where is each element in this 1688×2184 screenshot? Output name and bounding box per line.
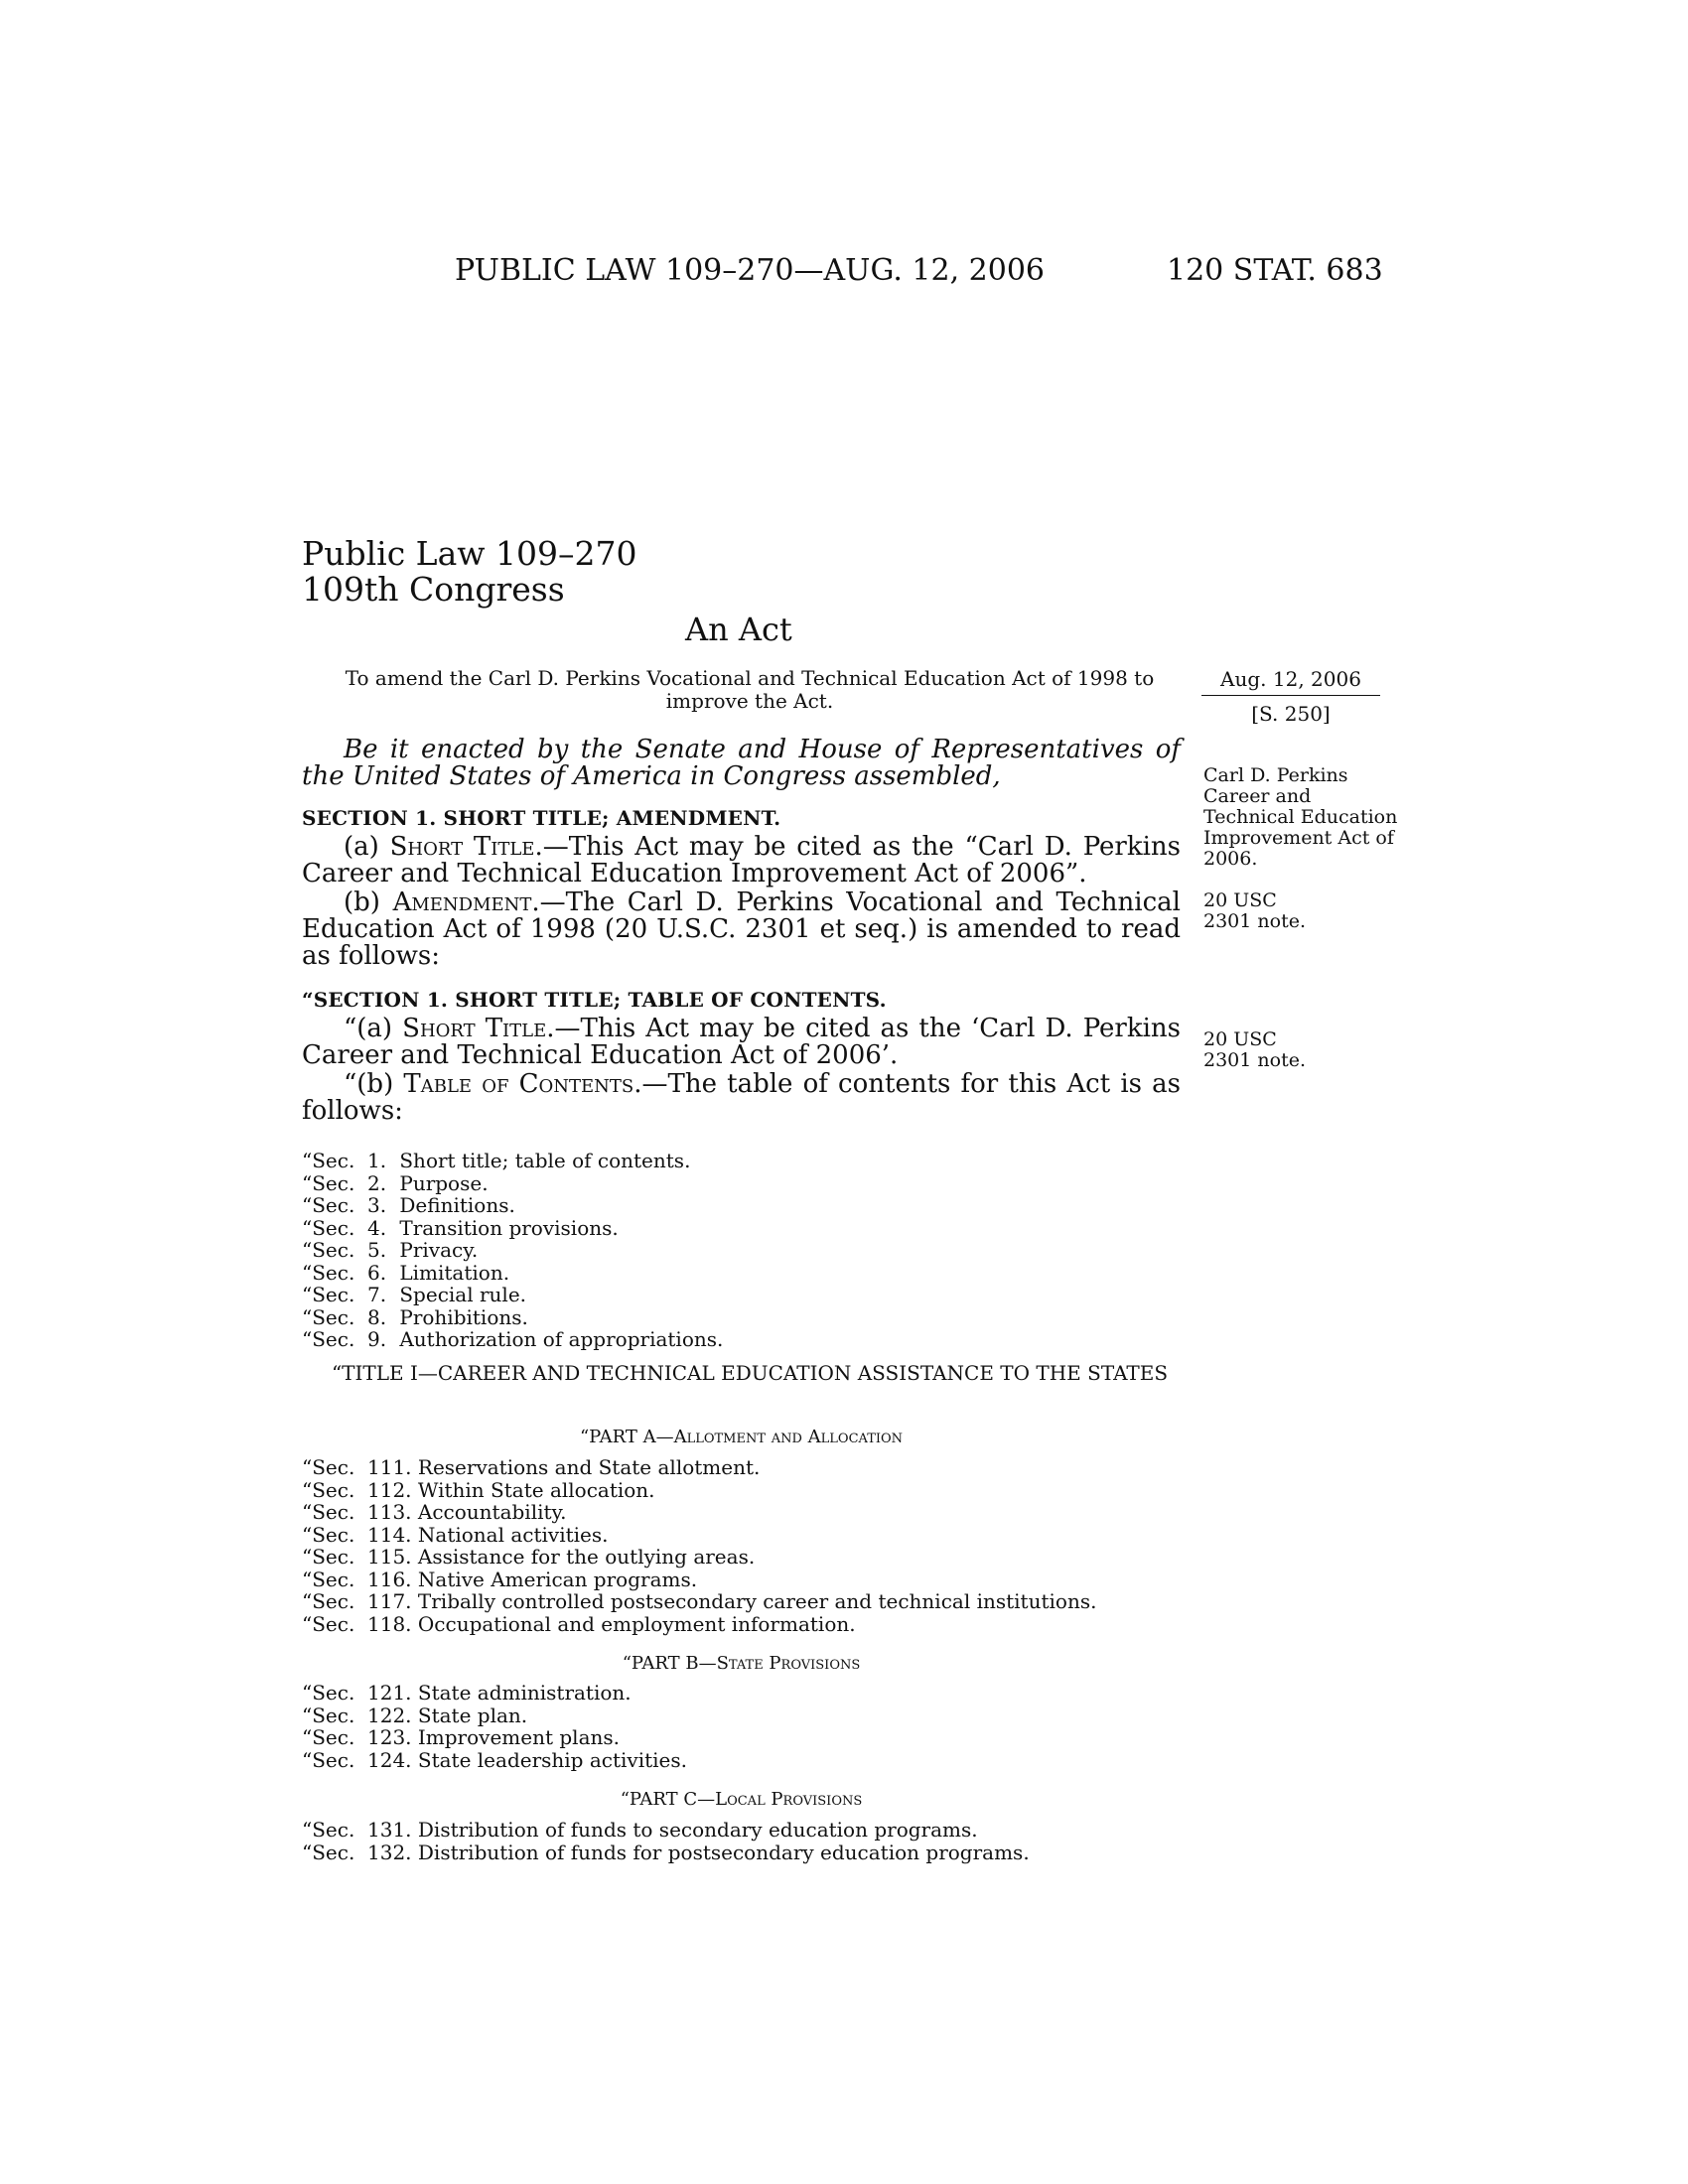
toc-number: 111. bbox=[367, 1455, 412, 1479]
toc-number: 113. bbox=[367, 1500, 412, 1524]
toc-general-list bbox=[302, 1150, 723, 1351]
para-text: .—The Carl D. Perkins Vocational and Technical Education Act of 1998 (20 U.S.C. 2301 et seq.) is amended to read as follows: bbox=[302, 887, 1181, 971]
toc-title: Within State allocation. bbox=[417, 1477, 655, 1502]
toc-item bbox=[302, 1501, 1096, 1524]
toc-number: 112. bbox=[367, 1477, 412, 1502]
toc-prefix: “Sec. bbox=[302, 1238, 355, 1262]
toc-item bbox=[302, 1328, 723, 1351]
part-caption: Allotment and Allocation bbox=[673, 1427, 904, 1447]
toc-prefix: “Sec. bbox=[302, 1193, 355, 1217]
section-heading: SECTION 1. SHORT TITLE; AMENDMENT. bbox=[302, 806, 781, 830]
toc-number: 2. bbox=[367, 1170, 387, 1195]
part-lead: “PART A— bbox=[579, 1427, 674, 1447]
toc-title: Accountability. bbox=[417, 1500, 567, 1524]
toc-title: State plan. bbox=[417, 1703, 528, 1727]
part-a-heading bbox=[302, 1427, 1181, 1447]
toc-prefix: “Sec. bbox=[302, 1725, 355, 1749]
toc-title: Limitation. bbox=[399, 1260, 510, 1285]
toc-number: 116. bbox=[367, 1567, 412, 1591]
part-lead: “PART C— bbox=[620, 1789, 716, 1810]
toc-item bbox=[302, 1705, 687, 1727]
page-number: 120 STAT. 683 bbox=[1167, 253, 1383, 288]
new-section-1-b-paragraph bbox=[302, 1071, 1181, 1125]
para-label: (a) bbox=[344, 832, 390, 862]
para-label: “(b) bbox=[344, 1069, 404, 1099]
toc-title: Definitions. bbox=[399, 1193, 515, 1217]
toc-prefix: “Sec. bbox=[302, 1522, 355, 1547]
margin-note-usc: 20 USC 2301 note. bbox=[1203, 1028, 1306, 1071]
para-text: .—This Act may be cited as the “Carl D. Perkins Career and Technical Education Improvement Act of 2006”. bbox=[302, 832, 1181, 888]
toc-prefix: “Sec. bbox=[302, 1818, 355, 1842]
toc-title: Authorization of appropriations. bbox=[399, 1327, 724, 1351]
enacting-clause: Be it enacted by the Senate and House of Representatives of the United States of America in Congress assembled, bbox=[302, 735, 1181, 791]
para-caption: Short Title bbox=[389, 832, 535, 862]
toc-item bbox=[302, 1150, 723, 1172]
toc-item bbox=[302, 1819, 1030, 1842]
toc-title: Prohibitions. bbox=[399, 1304, 528, 1329]
toc-prefix: “Sec. bbox=[302, 1681, 355, 1705]
congress-number: 109th Congress bbox=[302, 570, 565, 609]
title-heading: “TITLE I—CAREER AND TECHNICAL EDUCATION ASSISTANCE TO THE STATES bbox=[331, 1361, 1169, 1385]
toc-prefix: “Sec. bbox=[302, 1170, 355, 1195]
margin-note-short-title: Carl D. Perkins Career and Technical Education Improvement Act of 2006. bbox=[1203, 764, 1398, 870]
toc-title: Special rule. bbox=[399, 1283, 527, 1306]
toc-title: Distribution of funds for postsecondary education programs. bbox=[417, 1840, 1030, 1864]
margin-note-usc: 20 USC 2301 note. bbox=[1203, 889, 1306, 932]
toc-number: 122. bbox=[367, 1703, 412, 1727]
toc-number: 121. bbox=[367, 1681, 412, 1705]
para-caption: Table of Contents bbox=[403, 1069, 634, 1099]
para-caption: Amendment bbox=[392, 887, 532, 917]
toc-number: 118. bbox=[367, 1611, 412, 1636]
toc-item bbox=[302, 1569, 1096, 1591]
toc-item bbox=[302, 1217, 723, 1240]
bill-number: [S. 250] bbox=[1251, 702, 1331, 726]
para-text: .—The table of contents for this Act is as follows: bbox=[302, 1069, 1181, 1126]
toc-title: Assistance for the outlying areas. bbox=[417, 1545, 756, 1569]
toc-item bbox=[302, 1306, 723, 1329]
toc-item bbox=[302, 1172, 723, 1195]
toc-prefix: “Sec. bbox=[302, 1455, 355, 1479]
toc-title: Occupational and employment information. bbox=[417, 1611, 856, 1636]
toc-item bbox=[302, 1749, 687, 1772]
toc-prefix: “Sec. bbox=[302, 1840, 355, 1864]
toc-part-a-list bbox=[302, 1456, 1096, 1635]
toc-number: 4. bbox=[367, 1215, 387, 1240]
para-caption: Short Title bbox=[402, 1014, 547, 1043]
toc-number: 132. bbox=[367, 1840, 412, 1864]
toc-prefix: “Sec. bbox=[302, 1611, 355, 1636]
toc-title: Distribution of funds to secondary education programs. bbox=[417, 1818, 978, 1842]
toc-prefix: “Sec. bbox=[302, 1747, 355, 1772]
toc-item bbox=[302, 1613, 1096, 1636]
toc-number: 123. bbox=[367, 1725, 412, 1749]
para-text: .—This Act may be cited as the ‘Carl D. Perkins Career and Technical Education Act of 2006’. bbox=[302, 1014, 1181, 1070]
toc-number: 114. bbox=[367, 1522, 412, 1547]
toc-prefix: “Sec. bbox=[302, 1589, 355, 1613]
toc-item bbox=[302, 1262, 723, 1285]
toc-title: Tribally controlled postsecondary career and technical institutions. bbox=[417, 1589, 1097, 1613]
toc-item bbox=[302, 1842, 1030, 1864]
toc-prefix: “Sec. bbox=[302, 1500, 355, 1524]
toc-item bbox=[302, 1194, 723, 1217]
toc-part-b-list bbox=[302, 1682, 687, 1771]
toc-prefix: “Sec. bbox=[302, 1215, 355, 1240]
toc-number: 5. bbox=[367, 1238, 387, 1262]
new-section-1-a-paragraph bbox=[302, 1016, 1181, 1069]
part-lead: “PART B— bbox=[622, 1653, 717, 1674]
toc-prefix: “Sec. bbox=[302, 1304, 355, 1329]
part-caption: State Provisions bbox=[716, 1653, 861, 1674]
toc-number: 3. bbox=[367, 1193, 387, 1217]
para-label: “(a) bbox=[344, 1014, 403, 1043]
toc-title: Short title; table of contents. bbox=[399, 1149, 691, 1172]
toc-title: Reservations and State allotment. bbox=[417, 1455, 761, 1479]
toc-number: 115. bbox=[367, 1545, 412, 1569]
toc-number: 9. bbox=[367, 1327, 387, 1351]
toc-item bbox=[302, 1726, 687, 1749]
para-label: (b) bbox=[344, 887, 393, 917]
act-purpose: To amend the Carl D. Perkins Vocational and Technical Education Act of 1998 to improve the Act. bbox=[345, 666, 1155, 713]
toc-part-c-list bbox=[302, 1819, 1030, 1863]
law-identifier bbox=[302, 536, 636, 608]
toc-item bbox=[302, 1456, 1096, 1479]
toc-prefix: “Sec. bbox=[302, 1477, 355, 1502]
toc-item bbox=[302, 1590, 1096, 1613]
toc-title: Transition provisions. bbox=[399, 1215, 619, 1240]
toc-prefix: “Sec. bbox=[302, 1149, 355, 1172]
toc-title: Native American programs. bbox=[417, 1567, 698, 1591]
toc-prefix: “Sec. bbox=[302, 1567, 355, 1591]
toc-title: Purpose. bbox=[399, 1170, 489, 1195]
toc-prefix: “Sec. bbox=[302, 1545, 355, 1569]
toc-prefix: “Sec. bbox=[302, 1327, 355, 1351]
section-1-b-paragraph bbox=[302, 889, 1181, 970]
toc-item bbox=[302, 1284, 723, 1306]
toc-number: 131. bbox=[367, 1818, 412, 1842]
section-1-a-paragraph bbox=[302, 834, 1181, 887]
running-header-left: PUBLIC LAW 109–270—AUG. 12, 2006 bbox=[455, 253, 1046, 288]
toc-number: 6. bbox=[367, 1260, 387, 1285]
toc-title: State administration. bbox=[417, 1681, 632, 1705]
toc-item bbox=[302, 1546, 1096, 1569]
public-law-number: Public Law 109–270 bbox=[302, 534, 637, 573]
toc-title: National activities. bbox=[417, 1522, 609, 1547]
part-c-heading bbox=[302, 1789, 1181, 1810]
enactment-date: Aug. 12, 2006 bbox=[1220, 667, 1361, 691]
margin-date-block bbox=[1201, 667, 1380, 726]
toc-item bbox=[302, 1239, 723, 1262]
toc-prefix: “Sec. bbox=[302, 1703, 355, 1727]
toc-title: Privacy. bbox=[399, 1238, 479, 1262]
part-caption: Local Provisions bbox=[715, 1789, 863, 1810]
toc-number: 1. bbox=[367, 1149, 387, 1172]
toc-title: State leadership activities. bbox=[417, 1747, 687, 1772]
toc-item bbox=[302, 1479, 1096, 1502]
section-heading: “SECTION 1. SHORT TITLE; TABLE OF CONTENTS. bbox=[302, 988, 887, 1012]
toc-number: 124. bbox=[367, 1747, 412, 1772]
toc-number: 7. bbox=[367, 1283, 387, 1306]
toc-item bbox=[302, 1682, 687, 1705]
toc-item bbox=[302, 1524, 1096, 1547]
part-b-heading bbox=[302, 1653, 1181, 1674]
toc-number: 117. bbox=[367, 1589, 412, 1613]
toc-title: Improvement plans. bbox=[417, 1725, 620, 1749]
toc-prefix: “Sec. bbox=[302, 1260, 355, 1285]
act-heading: An Act bbox=[685, 611, 792, 648]
toc-prefix: “Sec. bbox=[302, 1283, 355, 1306]
toc-number: 8. bbox=[367, 1304, 387, 1329]
